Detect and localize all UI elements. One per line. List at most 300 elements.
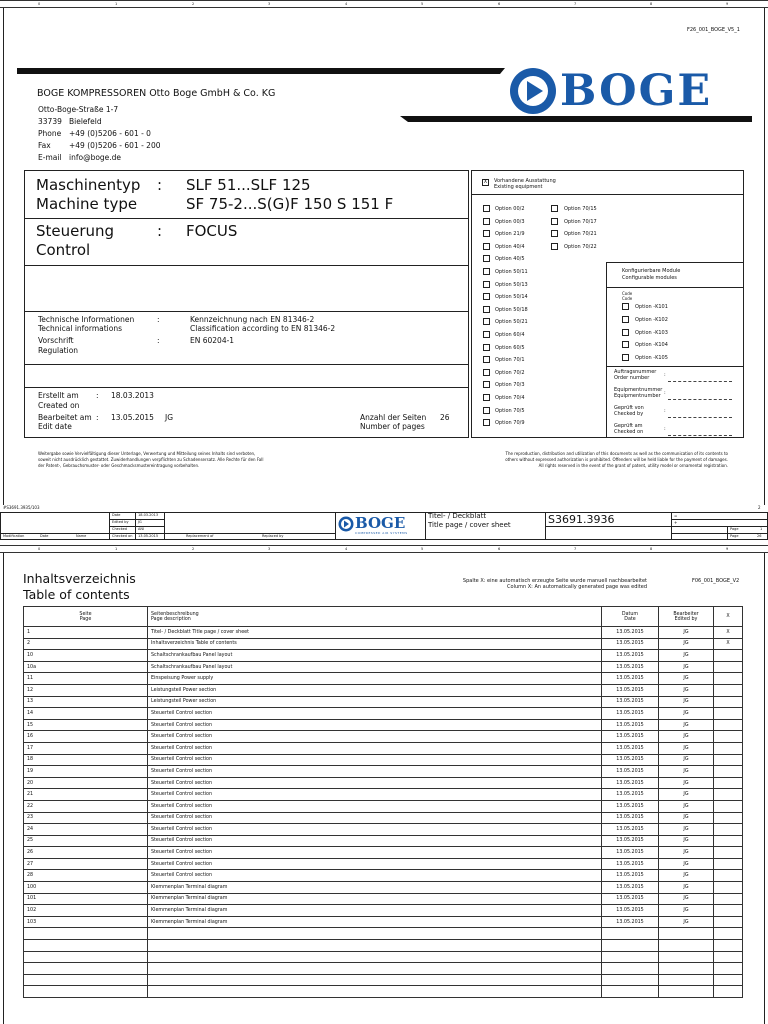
toc-x-cell [714,951,743,963]
ruler-num: 1 [115,2,118,6]
pages-de: Anzahl der Seiten [360,413,427,422]
colon: : [96,413,99,422]
tb-replacement-label: Replacement of [186,534,214,538]
toc-editor-cell: JG [659,731,714,743]
toc-page-cell: 28 [24,870,148,882]
toc-page-cell: 16 [24,731,148,743]
toc-date-cell: 13.05.2015 [602,650,659,662]
col-desc-en: Page description [151,616,191,622]
toc-x-cell [714,708,743,720]
toc-x-cell [714,870,743,882]
option-label: Option 40/4 [495,243,525,250]
toc-date-cell [602,940,659,952]
order-en: Order number [614,375,650,381]
tb-checked-on-label: Checked on [112,534,133,538]
toc-date-cell: 13.05.2015 [602,916,659,928]
fax-value: +49 (0)5206 - 601 - 200 [69,141,161,150]
toc-desc-cell: Steuerteil Control section [148,719,602,731]
toc-heading-de: Inhaltsverzeichnis [23,571,136,586]
col-x-header: X [714,607,743,627]
modules-en: Configurable modules [622,275,677,281]
toc-page-cell: 22 [24,800,148,812]
company-city: Bielefeld [69,117,102,126]
toc-desc-cell: Schaltschrankaufbau Panel layout [148,650,602,662]
toc-x-cell [714,882,743,894]
modules-de: Konfigurierbare Module [622,268,681,274]
toc-editor-cell: JG [659,696,714,708]
tb-edited-label: Edited by [112,520,129,524]
toc-x-cell [714,974,743,986]
toc-row [24,928,743,940]
colon: : [157,222,163,240]
toc-desc-cell: Steuerteil Control section [148,708,602,720]
machine-type-value-2: SF 75-2...S(G)F 150 S 151 F [186,195,394,213]
toc-row [24,696,743,708]
option-label: Option 50/14 [495,294,528,301]
checked-by-field[interactable] [668,417,732,418]
option-checkbox[interactable] [483,268,490,275]
tech-info-value-en: Classification according to EN 81346-2 [190,324,336,333]
toc-desc-cell [148,951,602,963]
toc-date-cell: 13.05.2015 [602,870,659,882]
colon: : [96,391,99,400]
toc-date-cell: 13.05.2015 [602,638,659,650]
drawing-ref: #S3691.3935/103 [3,505,40,510]
edit-en: Edit date [38,422,72,431]
option-checkbox[interactable] [551,230,558,237]
toc-date-cell: 13.05.2015 [602,789,659,801]
toc-row [24,974,743,986]
control-value: FOCUS [186,222,238,240]
equipment-number-field[interactable] [668,399,732,400]
col-date-de: Datum [621,611,639,617]
toc-desc-cell: Steuerteil Control section [148,824,602,836]
email-value: info@boge.de [69,153,122,162]
module-label: Option -K105 [635,355,668,362]
tb-mod-label: Modification [3,534,25,538]
toc-editor-cell [659,940,714,952]
option-checkbox[interactable] [483,419,490,426]
order-de: Auftragsnummer [614,369,657,375]
toc-row [24,742,743,754]
company-zip: 33739 [38,117,62,126]
toc-row [24,858,743,870]
boge-logo-icon [508,66,558,116]
toc-page-cell [24,963,148,975]
toc-date-cell: 13.05.2015 [602,905,659,917]
module-label: Option -K101 [635,304,668,310]
toc-x-cell [714,696,743,708]
company-street: Otto-Boge-Straße 1-7 [38,105,119,114]
toc-editor-cell: JG [659,824,714,836]
toc-editor-cell: JG [659,882,714,894]
col-page-de: Seite [79,611,92,617]
ruler-num: 0 [38,547,41,551]
option-label: Option 50/13 [495,281,528,288]
toc-page-cell [24,986,148,998]
option-checkbox[interactable] [551,243,558,250]
toc-desc-cell [148,963,602,975]
toc-desc-cell: Leistungsteil Power section [148,696,602,708]
col-date-en: Date [624,616,636,622]
toc-desc-cell: Steuerteil Control section [148,742,602,754]
toc-table [23,606,743,998]
toc-date-cell: 13.05.2015 [602,800,659,812]
toc-row [24,824,743,836]
equip-en: Equipmentnumber [614,393,661,399]
option-label: Option 70/21 [564,231,597,238]
toc-date-cell: 13.05.2015 [602,684,659,696]
company-name: BOGE KOMPRESSOREN Otto Boge GmbH & Co. KG [37,88,276,99]
boge-logo [508,66,752,116]
boge-logo-icon [338,516,354,532]
option-label: Option 40/5 [495,256,525,263]
toc-x-cell [714,963,743,975]
module-checkbox[interactable] [622,316,629,323]
phone-value: +49 (0)5206 - 601 - 0 [69,129,151,138]
toc-x-cell [714,684,743,696]
notice-en-line2: others without expressed authorization is prohibited. Offenders will be held liable for the payment of damages. [505,457,728,462]
toc-page-cell: 103 [24,916,148,928]
created-en: Created on [38,401,80,410]
edit-by: JG [165,413,174,422]
option-checkbox[interactable] [483,281,490,288]
option-label: Option 50/11 [495,269,528,275]
tb-doc-number: S3691.3936 [548,513,615,526]
toc-x-cell [714,858,743,870]
toc-row [24,673,743,685]
toc-desc-cell: Inhaltsverzeichnis Table of contents [148,638,602,650]
module-checkbox[interactable] [622,329,629,336]
toc-row [24,963,743,975]
checked-on-en: Checked on [614,429,644,435]
toc-row [24,650,743,662]
toc-desc-cell [148,974,602,986]
option-label: Option 70/4 [495,395,525,401]
checkbox-mark: X [483,179,488,185]
toc-x-cell [714,824,743,836]
option-checkbox[interactable] [483,293,490,300]
toc-desc-cell: Klemmenplan Terminal diagram [148,882,602,894]
ruler-num: 8 [650,547,653,551]
toc-header-row [24,607,743,627]
existing-en: Existing equipment [494,184,543,190]
toc-editor-cell: JG [659,673,714,685]
toc-x-cell [714,766,743,778]
ruler-num: 3 [268,547,271,551]
option-checkbox[interactable] [483,205,490,212]
option-checkbox[interactable] [483,255,490,262]
toc-x-cell [714,650,743,662]
toc-page-cell: 21 [24,789,148,801]
toc-date-cell: 13.05.2015 [602,742,659,754]
ruler-num: 1 [115,547,118,551]
toc-editor-cell: JG [659,893,714,905]
toc-page-cell: 25 [24,835,148,847]
toc-editor-cell: JG [659,627,714,639]
tb-checked-on-value: 13.05.2015 [138,534,159,538]
toc-page-cell: 2 [24,638,148,650]
toc-editor-cell: JG [659,719,714,731]
ruler-num: 6 [498,2,501,6]
ruler-num: 2 [192,547,195,551]
option-label: Option 60/4 [495,332,525,338]
toc-editor-cell: JG [659,789,714,801]
tb-boge-logo [338,514,423,538]
toc-note-de: Spalte X: eine automatisch erzeugte Seite wurde manuell nachbearbeitet [462,578,647,584]
option-checkbox[interactable] [483,318,490,325]
notice-en-line3: All rights reserved in the event of the grant of patent, utility model or ornamental registration. [538,463,728,468]
option-label: Option 50/18 [495,306,528,313]
toc-page-cell: 1 [24,627,148,639]
toc-desc-cell: Steuerteil Control section [148,777,602,789]
machine-type-de: Maschinentyp [36,176,141,194]
toc-heading-en: Table of contents [23,587,130,602]
module-label: Option -K103 [635,329,668,336]
toc-editor-cell: JG [659,661,714,673]
toc-x-cell [714,719,743,731]
toc-x-cell [714,893,743,905]
tb-page-value: 1 [760,527,763,531]
toc-desc-cell: Steuerteil Control section [148,835,602,847]
ruler-num: 4 [345,547,348,551]
toc-desc-cell: Schaltschrankaufbau Panel layout [148,661,602,673]
col-edit-de: Bearbeiter [673,611,699,617]
toc-row [24,905,743,917]
tb-eq1: = [674,513,678,518]
option-label: Option 70/5 [495,407,525,414]
toc-x-cell [714,673,743,685]
toc-date-cell: 13.05.2015 [602,731,659,743]
option-label: Option 70/17 [564,218,597,225]
ruler-num: 8 [650,2,653,6]
col-edit-header [659,607,714,627]
toc-row [24,754,743,766]
toc-desc-cell: Titel- / Deckblatt Title page / cover sheet [148,627,602,639]
option-label: Option 50/21 [495,319,528,326]
machine-type-value-1: SLF 51...SLF 125 [186,176,311,194]
toc-desc-cell: Einspeisung Power supply [148,673,602,685]
toc-row [24,986,743,998]
toc-x-cell [714,777,743,789]
toc-date-cell: 13.05.2015 [602,627,659,639]
option-checkbox[interactable] [483,331,490,338]
toc-x-cell: X [714,627,743,639]
toc-editor-cell: JG [659,684,714,696]
toc-desc-cell: Steuerteil Control section [148,766,602,778]
toc-date-cell: 13.05.2015 [602,824,659,836]
toc-page-cell: 26 [24,847,148,859]
toc-date-cell: 13.05.2015 [602,858,659,870]
toc-x-cell [714,661,743,673]
toc-x-cell [714,742,743,754]
tb-date2-label: Date [40,534,49,538]
toc-row [24,835,743,847]
option-checkbox[interactable] [483,369,490,376]
toc-editor-cell [659,963,714,975]
option-checkbox[interactable] [483,407,490,414]
option-checkbox[interactable] [483,356,490,363]
toc-page-cell: 11 [24,673,148,685]
toc-row [24,708,743,720]
ruler-num: 9 [726,547,729,551]
toc-page-cell: 12 [24,684,148,696]
option-label: Option 70/22 [564,243,597,250]
code-de: Code [622,291,633,296]
option-checkbox[interactable] [551,218,558,225]
tb-pages-value: 26 [757,534,762,538]
tech-info-value-de: Kennzeichnung nach EN 81346-2 [190,315,315,324]
toc-editor-cell [659,928,714,940]
toc-date-cell: 13.05.2015 [602,847,659,859]
module-checkbox[interactable] [622,341,629,348]
tb-title-en: Title page / cover sheet [428,521,511,529]
option-label: Option 70/9 [495,420,525,427]
ruler-num: 6 [498,547,501,551]
toc-page-cell: 27 [24,858,148,870]
toc-editor-cell: JG [659,916,714,928]
toc-row [24,719,743,731]
control-de: Steuerung [36,222,115,240]
ruler-num: 5 [421,2,424,6]
tb-date-value: 18.03.2013 [138,513,159,517]
option-checkbox[interactable] [483,218,490,225]
toc-x-cell [714,789,743,801]
toc-editor-cell: JG [659,870,714,882]
option-label: Option 70/2 [495,369,525,376]
module-checkbox[interactable] [622,354,629,361]
toc-x-cell [714,847,743,859]
option-checkbox[interactable] [483,394,490,401]
tb-pages-label: Page [730,534,739,538]
toc-note-en: Column X: An automatically generated page was edited [507,584,647,590]
option-checkbox[interactable] [483,344,490,351]
col-page-en: Page [79,616,92,622]
toc-row [24,893,743,905]
option-label: Option 21/9 [495,231,525,238]
created-value: 18.03.2013 [111,391,154,400]
toc-x-cell [714,731,743,743]
option-checkbox[interactable] [483,230,490,237]
option-checkbox[interactable] [551,205,558,212]
toc-page-cell [24,974,148,986]
toc-page-cell [24,928,148,940]
toc-editor-cell: JG [659,708,714,720]
option-label: Option 00/3 [495,218,525,225]
toc-desc-cell: Steuerteil Control section [148,812,602,824]
pages-en: Number of pages [360,422,425,431]
boge-logo-text: BOGE [560,66,713,116]
col-edit-en: Edited by [674,616,698,622]
toc-editor-cell [659,951,714,963]
toc-date-cell [602,951,659,963]
toc-row [24,638,743,650]
regulation-value: EN 60204-1 [190,336,235,345]
module-label: Option -K104 [635,342,668,349]
toc-x-cell: X [714,638,743,650]
toc-date-cell: 13.05.2015 [602,708,659,720]
option-label: Option 70/15 [564,206,597,212]
toc-page-cell [24,951,148,963]
toc-page-cell: 17 [24,742,148,754]
existing-equipment-checkbox[interactable] [482,179,489,186]
toc-row [24,870,743,882]
toc-page-cell [24,940,148,952]
order-number-field[interactable] [668,381,732,382]
tb-name-label: Name [76,534,87,538]
tech-info-en: Technical informations [38,324,123,333]
toc-desc-cell: Steuerteil Control section [148,731,602,743]
top-ruler [0,0,768,8]
machine-type-en: Machine type [36,195,138,213]
colon: : [157,176,163,194]
toc-x-cell [714,916,743,928]
page2-ruler [0,545,768,553]
notice-de-line1: Weitergabe sowie Vervielfältigung dieser Unterlage, Verwertung und Mitteilung seines Inhalts sind verboten, [38,451,256,456]
toc-desc-cell: Klemmenplan Terminal diagram [148,916,602,928]
existing-de: Vorhandene Ausstattung [494,178,556,184]
toc-page-cell: 102 [24,905,148,917]
edit-de: Bearbeitet am [38,413,92,422]
toc-desc-cell [148,928,602,940]
toc-editor-cell: JG [659,847,714,859]
doc-code: F26_001_BOGE_V5_1 [687,27,740,33]
toc-date-cell: 13.05.2015 [602,777,659,789]
checked-on-field[interactable] [668,435,732,436]
toc-desc-cell: Klemmenplan Terminal diagram [148,905,602,917]
created-de: Erstellt am [38,391,79,400]
toc-desc-cell [148,986,602,998]
toc-desc-cell [148,940,602,952]
option-label: Option 70/3 [495,382,525,389]
toc-date-cell [602,974,659,986]
col-date-header [602,607,659,627]
toc-desc-cell: Steuerteil Control section [148,870,602,882]
module-checkbox[interactable] [622,303,629,310]
col-desc-header [148,607,602,627]
toc-date-cell: 13.05.2015 [602,673,659,685]
option-checkbox[interactable] [483,306,490,313]
tb-replaced-label: Replaced by [262,534,284,538]
toc-row [24,731,743,743]
toc-date-cell: 13.05.2015 [602,696,659,708]
notice-de-line3: der Patent-, Gebrauchsmuster- oder Geschmacksmustereintragung vorbehalten. [38,463,200,468]
colon: : [157,336,160,345]
colon: : [664,426,666,432]
email-label: E-mail [38,153,62,162]
toc-x-cell [714,905,743,917]
toc-row [24,940,743,952]
toc-row [24,777,743,789]
notice-en-line1: The reproduction, distribution and utilization of this documents as well as the communication of its contents to [505,451,728,456]
toc-page-cell: 23 [24,812,148,824]
tb-page-label: Page [730,527,739,531]
header-bar-top [17,68,505,74]
option-checkbox[interactable] [483,243,490,250]
tb-edited-value: JG [138,520,142,524]
toc-editor-cell: JG [659,835,714,847]
toc-x-cell [714,835,743,847]
tb-eq2: + [674,520,678,525]
phone-label: Phone [38,129,62,138]
ruler-num: 9 [726,2,729,6]
tb-logo-sub: COMPRESSED AIR SYSTEMS [355,531,408,535]
option-checkbox[interactable] [483,381,490,388]
toc-date-cell: 13.05.2015 [602,719,659,731]
toc-x-cell [714,928,743,940]
regulation-en: Regulation [38,346,79,355]
tb-title-de: Titel- / Deckblatt [428,512,487,520]
